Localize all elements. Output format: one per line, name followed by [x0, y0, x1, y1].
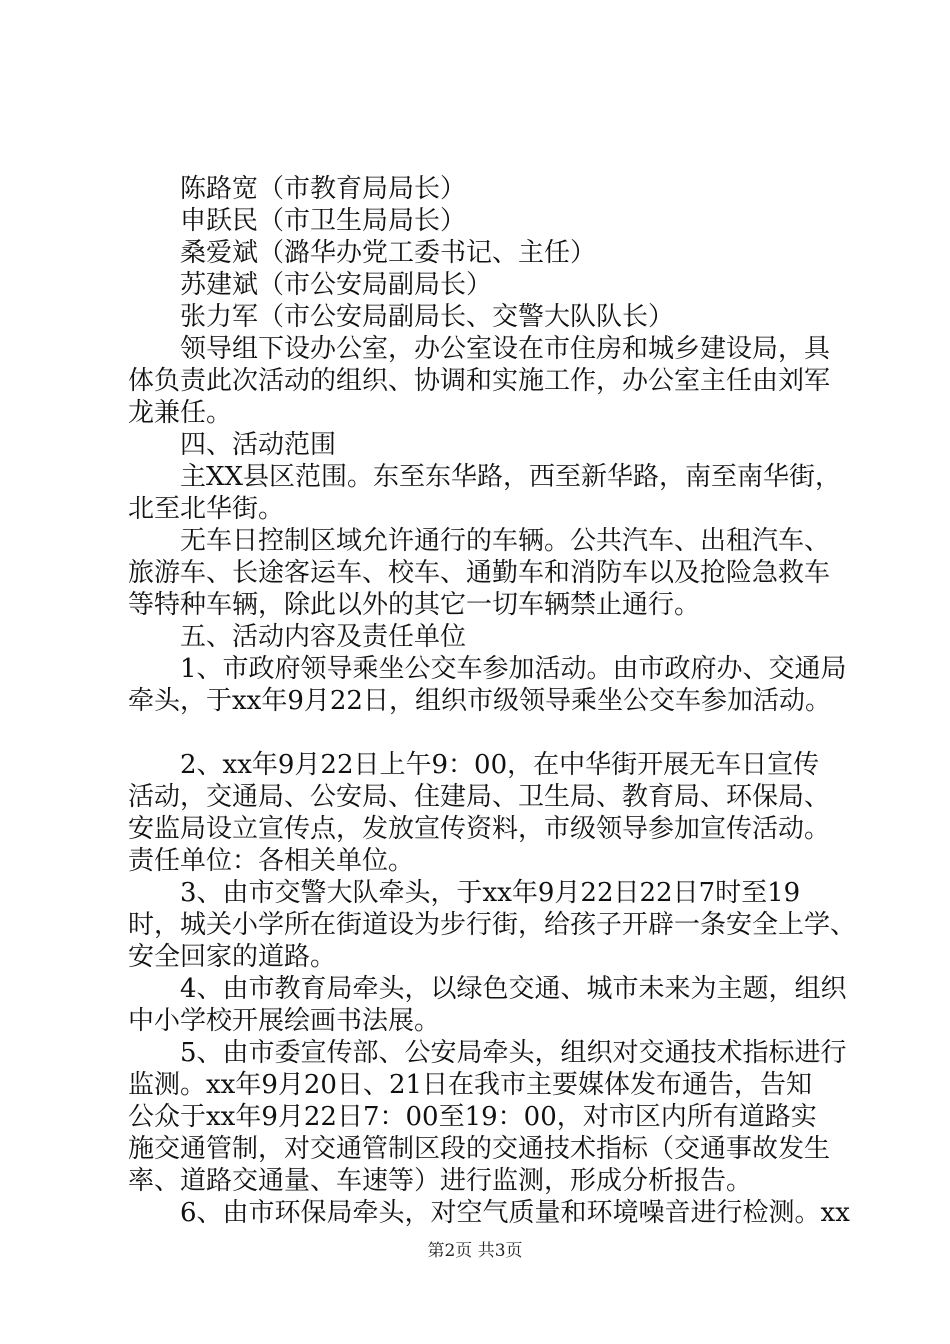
text-line: 施交通管制，对交通管制区段的交通技术指标（交通事故发生	[128, 1134, 831, 1164]
text-line: 无车日控制区域允许通行的车辆。公共汽车、出租汽车、	[180, 526, 831, 556]
text-line: 1、市政府领导乘坐公交车参加活动。由市政府办、交通局	[180, 654, 847, 684]
section-heading: 五、活动内容及责任单位	[180, 622, 467, 652]
text-line: 责任单位：各相关单位。	[128, 846, 415, 876]
text-line: 旅游车、长途客运车、校车、通勤车和消防车以及抢险急救车	[128, 558, 831, 588]
text-line: 牵头，于xx年9月22日，组织市级领导乘坐公交车参加活动。	[128, 686, 831, 716]
text-line: 主XX县区范围。东至东华路，西至新华路，南至南华街，	[180, 462, 842, 492]
text-line: 4、由市教育局牵头，以绿色交通、城市未来为主题，组织	[180, 974, 847, 1004]
text-line: 安监局设立宣传点，发放宣传资料，市级领导参加宣传活动。	[128, 814, 831, 844]
text-line: 6、由市环保局牵头，对空气质量和环境噪音进行检测。xx	[180, 1198, 850, 1228]
text-line: 5、由市委宣传部、公安局牵头，组织对交通技术指标进行	[180, 1038, 847, 1068]
text-line: 张力军（市公安局副局长、交警大队队长）	[180, 302, 675, 332]
text-line: 龙兼任。	[128, 398, 233, 428]
text-line: 2、xx年9月22日上午9：00，在中华街开展无车日宣传	[180, 750, 820, 780]
text-line: 等特种车辆，除此以外的其它一切车辆禁止通行。	[128, 590, 701, 620]
text-line: 申跃民（市卫生局局长）	[180, 206, 467, 236]
text-line: 安全回家的道路。	[128, 942, 337, 972]
page-footer: 第2页 共3页	[427, 1241, 523, 1261]
text-line: 领导组下设办公室，办公室设在市住房和城乡建设局，具	[180, 334, 831, 364]
text-line: 陈路宽（市教育局局长）	[180, 174, 467, 204]
text-line: 活动，交通局、公安局、住建局、卫生局、教育局、环保局、	[128, 782, 831, 812]
text-line: 3、由市交警大队牵头，于xx年9月22日22日7时至19	[180, 878, 801, 908]
text-line: 监测。xx年9月20日、21日在我市主要媒体发布通告，告知	[128, 1070, 813, 1100]
text-line: 公众于xx年9月22日7：00至19：00，对市区内所有道路实	[128, 1102, 817, 1132]
text-line: 北至北华街。	[128, 494, 285, 524]
text-line: 中小学校开展绘画书法展。	[128, 1006, 441, 1036]
text-line: 率、道路交通量、车速等）进行监测，形成分析报告。	[128, 1166, 753, 1196]
text-line: 苏建斌（市公安局副局长）	[180, 270, 493, 300]
text-line: 时，城关小学所在街道设为步行街，给孩子开辟一条安全上学、	[128, 910, 857, 940]
text-line: 体负责此次活动的组织、协调和实施工作，办公室主任由刘军	[128, 366, 831, 396]
section-heading: 四、活动范围	[180, 430, 337, 460]
text-line: 桑爱斌（潞华办党工委书记、主任）	[180, 238, 597, 268]
